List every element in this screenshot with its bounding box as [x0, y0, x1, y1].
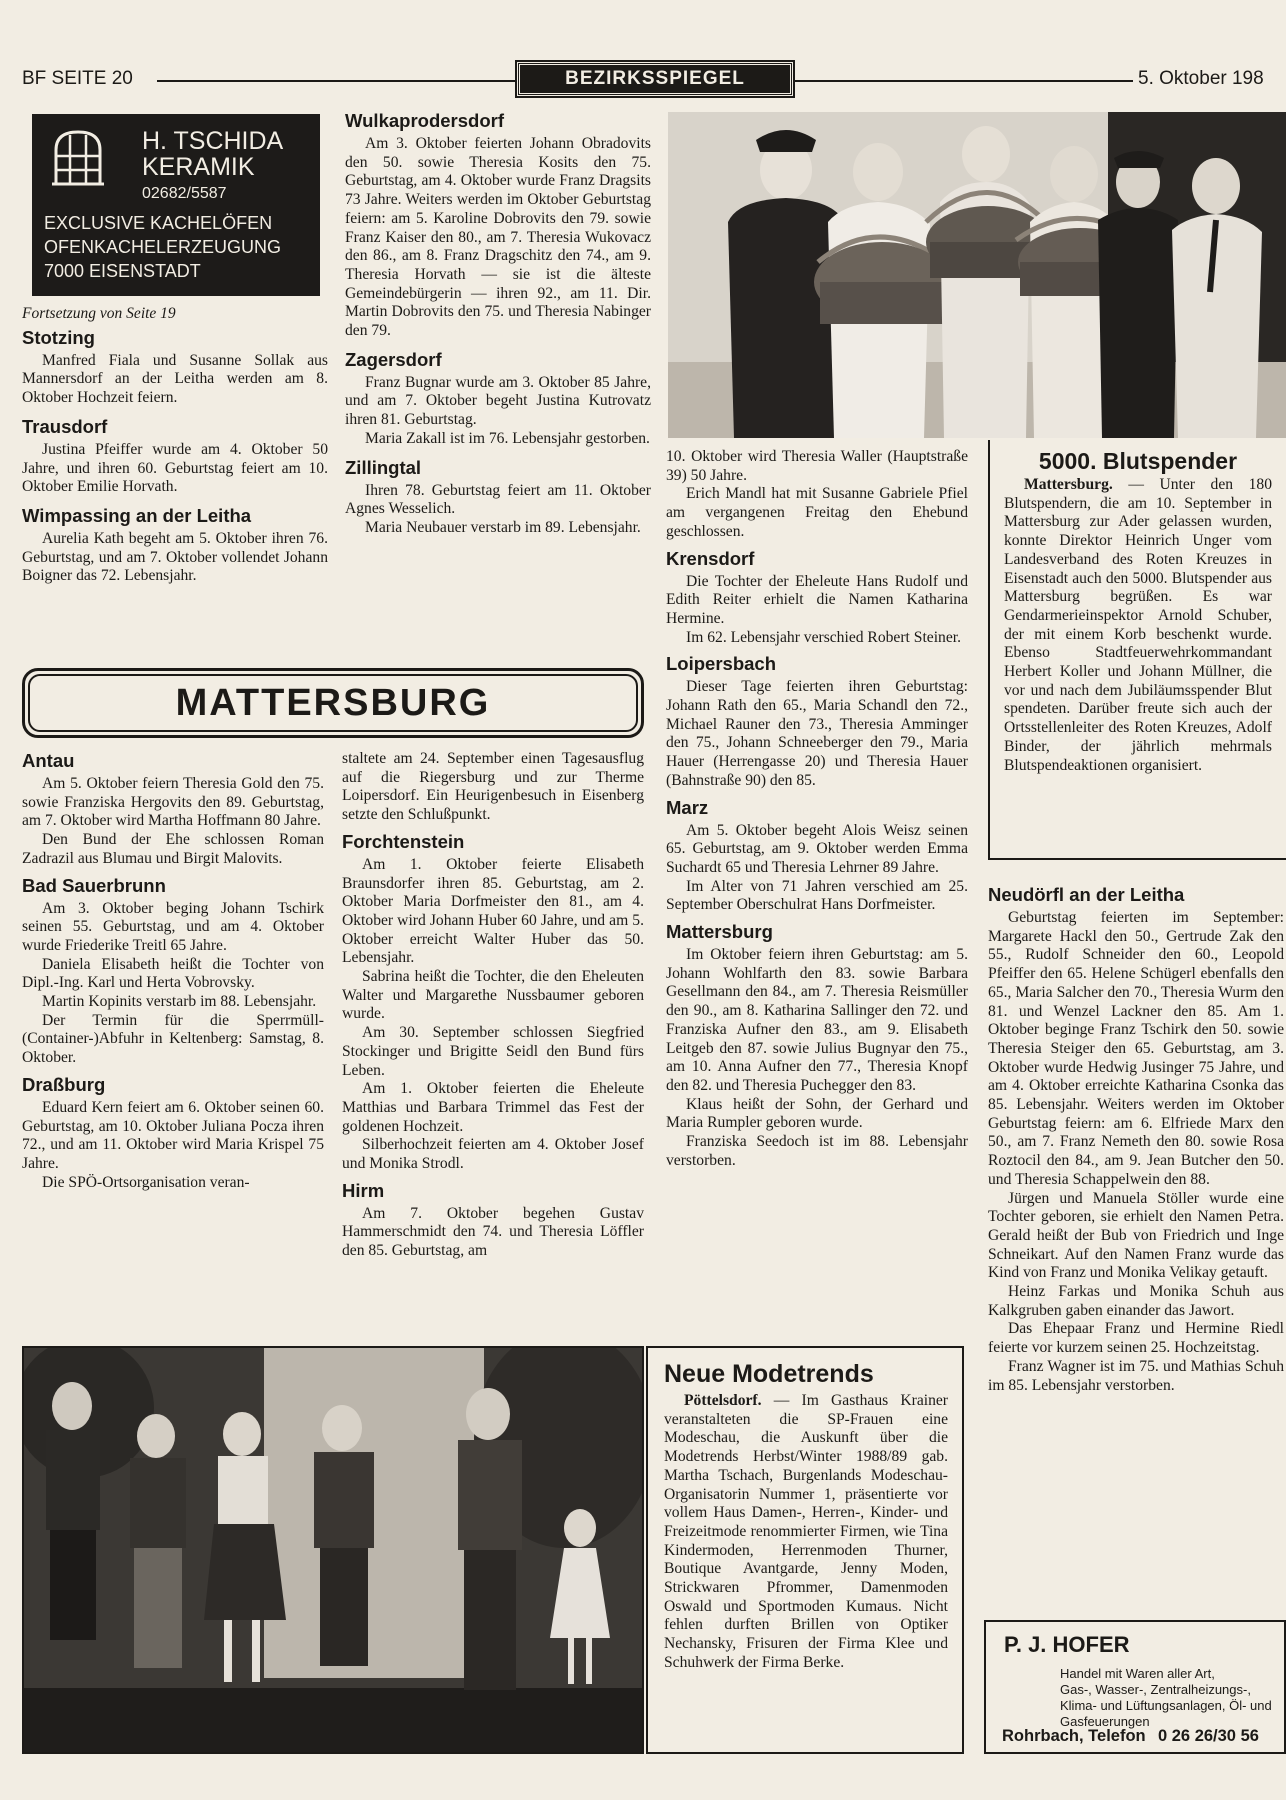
heading-trausdorf: Trausdorf: [22, 415, 108, 437]
hofer-line2: Gas-, Wasser-, Zentralheizungs-, Klima- und Lüftungsanlagen, Öl- und Gasfeuerungen: [1060, 1682, 1272, 1729]
hirm-text: Am 7. Oktober begehen Gustav Hammerschmidt den 74. und Theresia Löffler den 85. Geburtstag, am: [342, 1204, 644, 1260]
heading-mattersburg-town: Mattersburg: [666, 921, 773, 943]
mattersburg-banner-title: MATTERSBURG: [175, 681, 491, 724]
zagersdorf-text-1: Franz Bugnar wurde am 3. Oktober 85 Jahre, und am 7. Oktober begeht Justina Kutrovatz ihren 81. Geburtstag.: [345, 373, 651, 429]
heading-krensdorf: Krensdorf: [666, 547, 755, 569]
blutspender-title: 5000. Blutspender: [1038, 448, 1238, 474]
tschida-line2: OFENKACHELERZEUGUNG: [44, 237, 282, 257]
hofer-name: P. J. HOFER: [1004, 1632, 1130, 1657]
tiled-stove-icon: [50, 126, 106, 188]
forchtenstein-text-1: Am 1. Oktober feierte Elisabeth Braunsdorfer ihren 85. Geburtstag, am 2. Oktober Maria Dorfmeister den 81., am 4. Oktober wird Johann Huber 60 Jahre, und am 5. Oktober erreicht Walter Huber das 50. Lebensjahr.: [342, 855, 644, 967]
drassburg-text-2: Die SPÖ-Ortsorganisation veran-: [42, 1173, 250, 1191]
fashion-show-photo: [22, 1346, 644, 1754]
heading-loipersbach: Loipersbach: [666, 653, 776, 675]
mattersburg-banner: [22, 668, 644, 738]
col3-marriage-text: Erich Mandl hat mit Susanne Gabriele Pfiel am vergangenen Freitag den Ehebund geschlossen.: [666, 485, 968, 540]
heading-wimpassing: Wimpassing an der Leitha: [22, 504, 252, 526]
heading-hirm: Hirm: [342, 1179, 385, 1201]
krensdorf-text-1: Die Tochter der Eheleute Hans Rudolf und Edith Reiter erhielt die Namen Katharina Hermine.: [666, 572, 968, 627]
section-label: BEZIRKSSPIEGEL: [517, 62, 793, 96]
antau-text-2: Den Bund der Ehe schlossen Roman Zadrazil aus Blumau und Birgit Malovits.: [22, 831, 324, 867]
bad-sauerbrunn-text-4: Der Termin für die Sperrmüll-(Container-)Abfuhr in Keltenberg: Samstag, 8. Oktober.: [22, 1011, 324, 1067]
bad-sauerbrunn-text-3: Martin Kopinits verstarb im 88. Lebensjahr.: [42, 993, 317, 1011]
heading-forchtenstein: Forchtenstein: [342, 830, 465, 852]
wimpassing-text: Aurelia Kath begeht am 5. Oktober ihren 76. Geburtstag, und am 7. Oktober vollendet Johann Boigner das 72. Lebensjahr.: [22, 529, 328, 585]
tschida-ad: [32, 114, 320, 296]
tschida-phone: 02682/5587: [142, 185, 227, 202]
blutspender-body: [1004, 476, 1272, 775]
modetrends-title: Neue Modetrends: [664, 1360, 874, 1388]
mb-column-1: [22, 750, 324, 1192]
heading-drassburg: Draßburg: [22, 1073, 106, 1095]
bad-sauerbrunn-text-1: Am 3. Oktober beging Johann Tschirk seinen 55. Geburtstag, und am 4. Oktober wurde Friederike Treitl 65 Jahre.: [22, 899, 324, 954]
page-date: 5. Oktober 198: [1138, 68, 1264, 89]
heading-marz: Marz: [666, 796, 709, 818]
forchtenstein-text-4: Am 1. Oktober feierten die Eheleute Matthias und Barbara Trimmel das Fest der goldenen Hochzeit.: [342, 1080, 644, 1135]
zillingtal-text-1: Ihren 78. Geburtstag feiert am 11. Oktober Agnes Wesselich.: [345, 481, 651, 518]
tschida-line1: EXCLUSIVE KACHELÖFEN: [44, 213, 273, 233]
forchtenstein-text-3: Am 30. September schlossen Siegfried Stockinger und Brigitte Seidl den Bund fürs Leben.: [342, 1024, 644, 1079]
hofer-line1: Handel mit Waren aller Art,: [1060, 1666, 1215, 1681]
marz-text-1: Am 5. Oktober begeht Alois Weisz seinen 65. Geburtstag, am 9. Oktober werden Emma Suchardt 65 und Theresia Lehrner 89 Jahre.: [666, 821, 968, 876]
continued-note: Fortsetzung von Seite 19: [22, 305, 176, 322]
krensdorf-text-2: Im 62. Lebensjahr verschied Robert Steiner.: [686, 628, 961, 646]
forchtenstein-text-2: Sabrina heißt die Tochter, die den Eheleuten Walter und Margarethe Nussbaumer geboren wurde.: [342, 968, 644, 1023]
zillingtal-text-2: Maria Neubauer verstarb im 89. Lebensjahr.: [365, 518, 641, 536]
forchtenstein-text-5: Silberhochzeit feierten am 4. Oktober Josef und Monika Strodl.: [342, 1136, 644, 1173]
heading-antau: Antau: [22, 750, 75, 771]
trausdorf-text: Justina Pfeiffer wurde am 4. Oktober 50 Jahre, und ihren 60. Geburtstag feiert am 10. Oktober Emilie Horvath.: [22, 440, 328, 496]
column-4: [988, 884, 1284, 1395]
blutspender-box: [988, 440, 1286, 860]
zagersdorf-text-2: Maria Zakall ist im 76. Lebensjahr gestorben.: [365, 429, 650, 447]
tschida-line3: 7000 EISENSTADT: [44, 261, 201, 281]
heading-zagersdorf: Zagersdorf: [345, 348, 442, 370]
hofer-footer-right: 0 26 26/30 56: [1158, 1727, 1259, 1745]
antau-text-1: Am 5. Oktober feiern Theresia Gold den 75. sowie Franziska Hergovits den 89. Geburtstag, am 7. Oktober wird Martha Hoffmann 80 Jahre.: [22, 775, 324, 830]
blutspender-place: Mattersburg.: [1024, 476, 1113, 493]
bad-sauerbrunn-text-2: Daniela Elisabeth heißt die Tochter von Dipl.-Ing. Karl und Herta Vobrovsky.: [22, 955, 324, 992]
column-1-top: [22, 305, 328, 586]
col3-continued-text: 10. Oktober wird Theresia Waller (Hauptstraße 39) 50 Jahre.: [666, 448, 968, 484]
heading-wulkaprodersdorf: Wulkaprodersdorf: [345, 110, 504, 131]
wulkaprodersdorf-text: Am 3. Oktober feierten Johann Obradovits den 50. sowie Theresia Kosits den 75. Geburtstag, am 4. Oktober wurde Franz Dragsits 73 Jahre. Weiters werden im Oktober Geburtstag feiern: am 5. Karoline Dobrovits den 79. sowie Franz Kaiser den 80., am 7. Theresia Wukovacz den 86., am 8. Franz Dragschitz den 74., am 9. Theresia Horvath — sie ist die älteste Gemeindebürgerin — ihren 92., am 11. Dir. Martin Dobrovits den 75. und Theresia Nabinger den 79.: [345, 135, 651, 340]
modetrends-text: — Im Gasthaus Krainer veranstalteten die SP-Frauen eine Modeschau, die Auskunft über die Modetrends Herbst/Winter 1988/89 gab. Martha Tschach, Burgenlands Modeschau-Organisatorin Nummer 1, präsentierte vor vollem Haus Damen-, Herren-, Kinder- und Freizeitmode renommierter Firmen, wie Tina Kindermoden, Herrenmoden Thurner, Boutique Avantgarde, Jenny Moden, Strickwaren Pfrommer, Damenmoden Oswald und Sportmoden Kumaus. Nicht fehlen durften Brillen von Optiker Nechansky, Frisuren der Firma Klee und Schuhwerk der Firma Berke.: [664, 1392, 948, 1671]
mattersburg-text-2: Klaus heißt der Sohn, der Gerhard und Maria Rumpler geboren wurde.: [666, 1095, 968, 1132]
mb-col2-continued-text: staltete am 24. September einen Tagesausflug auf die Riegersburg und zur Therme Loipersdorf. Ein Heurigenbesuch in Eisenberg setzte den Schlußpunkt.: [342, 750, 644, 824]
mattersburg-text-3: Franziska Seedoch ist im 88. Lebensjahr verstorben.: [666, 1133, 968, 1169]
stotzing-text: Manfred Fiala und Susanne Sollak aus Mannersdorf an der Leitha werden am 8. Oktober Hochzeit feiern.: [22, 351, 328, 407]
header-rule-right: [795, 80, 1133, 82]
mattersburg-text-1: Im Oktober feiern ihren Geburtstag: am 5. Johann Wohlfarth den 83. sowie Barbara Gesellmann den 84., am 7. Theresia Reismüller den 90., am 8. Katharina Sallinger den 72. und Franziska Aufner den 83., am 9. Elisabeth Leitgeb den 87. sowie Julius Bugnyar den 75., am 10. Anna Aufner den 77., Theresia Knopf den 82. und Theresia Puchegger den 83.: [666, 946, 968, 1094]
neudoerfl-text-5: Franz Wagner ist im 75. und Mathias Schuh im 85. Lebensjahr verstorben.: [988, 1357, 1284, 1394]
tschida-name2: KERAMIK: [142, 153, 255, 181]
modetrends-place: Pöttelsdorf.: [684, 1392, 762, 1409]
column-3-top: [666, 448, 968, 1171]
neudoerfl-text-2: Jürgen und Manuela Stöller wurde eine Tochter geboren, sie erhielt den Namen Petra. Gerald heißt der Bub von Friedrich und Inge Schneikart. Auf den Namen Franz wurde das Kind von Franz und Monika Velikay getauft.: [988, 1189, 1284, 1282]
page-header-left: BF SEITE 20: [22, 68, 133, 89]
neudoerfl-text-1: Geburtstag feierten im September: Margarete Hackl den 50., Gertrude Zak den 55., Rudolf Schneider den 60., Leopold Pfeiffer den 65. Helene Schügerl ebenfalls den 65., Maria Salcher den 70., Theresia Wurm den 81. und Wenzel Lackner den 85. Am 1. Oktober beginge Franz Tschirk den 50. sowie Theresia Steiger den 65. Geburtstag, am 3. Oktober wurde Hedwig Jusinger 75 Jahre, und am 4. Oktober erreichte Katharina Csonka das 85. Lebensjahr. Weiters werden im Oktober Geburtstag feiern: am 6. Elfriede Marx den 50., am 7. Franz Nemeth den 80. sowie Rosa Roztocil den 84., am 9. Jean Butcher den 50. und Theresia Schappelwein den 88.: [988, 909, 1284, 1188]
neudoerfl-text-4: Das Ehepaar Franz und Hermine Riedl feierte vor kurzem seinen 25. Hochzeitstag.: [988, 1320, 1284, 1357]
mattersburg-banner-inner: [28, 674, 638, 732]
heading-neudoerfl: Neudörfl an der Leitha: [988, 884, 1185, 905]
loipersbach-text: Dieser Tage feierten ihren Geburtstag: Johann Rath den 65., Maria Schandl den 72., Michael Rauner den 73., Theresia Amminger den 75., Johann Schneeberger den 79., Maria Hauer (Herrengasse 20) und Theresia Hauer (Bahnstraße 90) den 85.: [666, 678, 968, 789]
header-rule-left: [157, 80, 517, 82]
tschida-name: H. TSCHIDA: [142, 127, 284, 155]
column-2-top: [345, 110, 651, 538]
heading-zillingtal: Zillingtal: [345, 456, 422, 478]
heading-bad-sauerbrunn: Bad Sauerbrunn: [22, 874, 166, 896]
blood-donor-photo: [668, 112, 1286, 438]
hofer-ad: [984, 1620, 1286, 1754]
modetrends-body: [664, 1392, 948, 1673]
neudoerfl-text-3: Heinz Farkas und Monika Schuh aus Kalkgruben gaben einander das Jawort.: [988, 1283, 1284, 1319]
mb-column-2: [342, 750, 644, 1261]
marz-text-2: Im Alter von 71 Jahren verschied am 25. September Oberschulrat Hans Dorfmeister.: [666, 877, 968, 914]
drassburg-text-1: Eduard Kern feiert am 6. Oktober seinen 60. Geburtstag, am 10. Oktober Juliana Pocza ihren 72., und am 11. Oktober wird Maria Krispel 75 Jahre.: [22, 1098, 324, 1172]
blutspender-text: — Unter den 180 Blutspendern, die am 10. September in Mattersburg zur Ader gelassen wurden, konnte Direktor Heinrich Unger vom Landesverband des Roten Kreuzes in Eisenstadt auch den 5000. Blutspender aus Mattersburg begrüßen. Es war Gendarmerieinspektor Arnold Schuber, der mit einem Korb beschenkt wurde. Ebenso Stadtfeuerwehrkommandant Herbert Koller und Johann Müllner, die vor und nach dem Jubiläumsspender Blut spendeten. Darüber freute sich auch der Ortsstellenleiter des Roten Kreuzes, Adolf Binder, der jährlich mehrmals Blutspendeaktionen organisiert.: [1004, 476, 1273, 774]
hofer-footer-left: Rohrbach, Telefon: [1002, 1727, 1146, 1745]
modetrends-box: [646, 1346, 964, 1754]
heading-stotzing: Stotzing: [22, 326, 95, 348]
